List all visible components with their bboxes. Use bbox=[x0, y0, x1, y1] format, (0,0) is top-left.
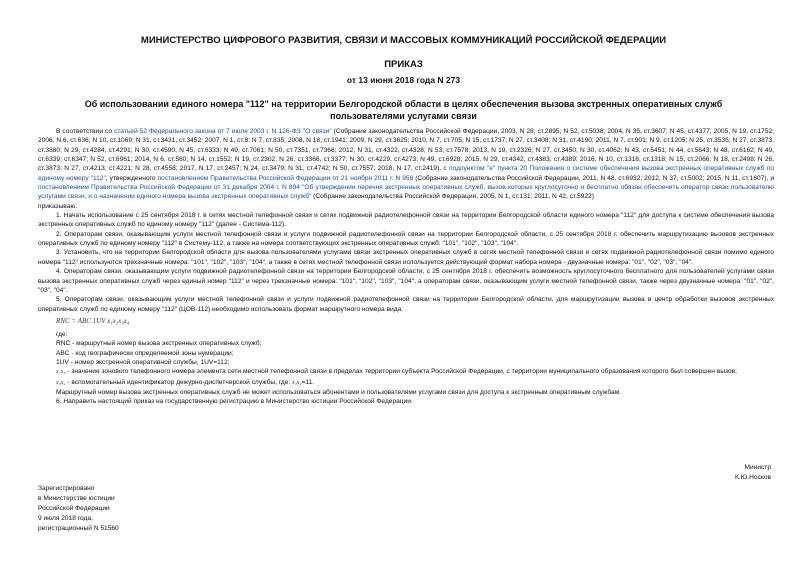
registration-line-1: Зарегистрировано bbox=[38, 485, 95, 492]
signature-block bbox=[735, 463, 771, 483]
routing-number-formula bbox=[38, 316, 774, 328]
definition-abc: ABC - код географически определяемой зоны нумерации; bbox=[56, 349, 234, 357]
item-5: 5. Операторам связи, оказывающим услуги местной телефонной связи и услуги подвижной радиотелефонной связи на территории Белгородской области, для маршрутизации вызова в центр обработки вызовов экстренных оперативных служб по единому номеру "112" (ЦОВ-112) необходимо использовать формат маршрутного номера вида: bbox=[38, 296, 774, 313]
signatory-position: Министр bbox=[744, 464, 771, 471]
document-body bbox=[38, 127, 774, 407]
definition-1uv: 1UV - номер экстренной оперативной службы, 1UV=112; bbox=[56, 358, 230, 366]
definition-rnc: RNC - маршрутный номер вызова экстренных оперативных служб; bbox=[56, 340, 262, 348]
preamble-paragraph bbox=[38, 127, 774, 202]
ministry-heading: МИНИСТЕРСТВО ЦИФРОВОГО РАЗВИТИЯ, СВЯЗИ И МАССОВЫХ КОММУНИКАЦИЙ РОССИЙСКОЙ ФЕДЕРАЦИИ bbox=[140, 35, 667, 46]
definition-x1x2 bbox=[38, 367, 774, 377]
item-2: 2. Операторам связи, оказывающим услуги местной телефонной связи и услуги подвижной радиотелефонной связи на территории Белгородской области, с 25 сентября 2018 г. обеспечить маршрутизацию вызовов экстренных оперативных служб по единому номеру "112" в Систему-112, а также на номера соответствующих экстренных оперативных служб: "101", "102", "103", "104". bbox=[38, 230, 774, 248]
formula-text: RNC = ABC 1UV x₁x₂x₃x₄ bbox=[56, 316, 130, 325]
preamble-text-3: , утвержденного bbox=[105, 174, 158, 182]
item-1: 1. Начать использование с 25 сентября 2018 г. в сетях местной телефонной связи и сетях подвижной радиотелефонной связи на территории Белгородской области единого номера "112" для доступа к системе обеспечения вызова экстренных оперативных служб по единому номеру "112" (далее - Система-112). bbox=[38, 212, 774, 229]
symbol-x3x4-value: x₃x₄ bbox=[292, 379, 302, 386]
definition-x3x4 bbox=[38, 378, 774, 388]
order-word: приказываю: bbox=[38, 202, 78, 210]
registration-line-3: Российской Федерации bbox=[38, 505, 110, 512]
resolution-link-958[interactable]: постановлением Правительства Российской Федерации от 21 ноября 2011 г. N 958 bbox=[157, 174, 414, 182]
regulation-link-item20[interactable]: подпунктом "е" пункта 20 Положения о системе обеспечения вызова экстренных оперативных служб по единому номеру "112" bbox=[38, 165, 774, 182]
definition-x3x4-value: =11. bbox=[301, 378, 315, 386]
item-5-note: Маршрутный номер вызова экстренных оперативных служб не может использоваться абонентами и пользователями услугами связи для доступа к экстренным оперативным службам. bbox=[56, 388, 622, 396]
doc-date: от 13 июня 2018 года N 273 bbox=[346, 75, 461, 85]
definition-x3x4-text: - вспомогательный идентификатор дежурно-диспетчерской службы, где: bbox=[65, 378, 293, 386]
registration-line-2: в Министерстве юстиции bbox=[38, 495, 115, 502]
definition-x1x2-text: - значение зонового телефонного номера элемента сети местной телефонной связи в пределах территории субъекта Российской Федерации, с территории муниципального образования которого был совершен вызов; bbox=[65, 368, 737, 376]
law-link-art52[interactable]: статьей 52 Федерального закона от 7 июля 2003 г. N 126-ФЗ "О связи" bbox=[114, 128, 332, 135]
where-label: где: bbox=[56, 330, 68, 338]
item-4: 4. Операторам связи, оказывающим услуги подвижной радиотелефонной связи на территории Белгородской области, с 25 сентября 2018 г. обеспечить возможность круглосуточного бесплатного для пользователей услугами связи вызова экстренных оперативных служб через единый номер "112" и через трехзначные номера: "101", "102", "103", "104", а операторам связи, оказывающим услуги местной телефонной связи, также через двузначные номера: "01", "02", "03", "04". bbox=[38, 268, 774, 294]
symbol-x1x2: x₁x₂ bbox=[56, 369, 66, 376]
symbol-x3x4: x₃x₄ bbox=[56, 379, 66, 386]
preamble-text-2: (Собрание законодательства Российской Федерации, 2003, N 28, ст.2895; N 52, ст.5038; 2004, N 35, ст.3607; N 45, ст.4377; 2005, N 19, ст.1752; 2006, N 6, ст.636; N 10, ст.1069; N 31, ст.3431, ст.3452; 2007, N 1, ст.8; N 7, ст.835; 2008, N 18, ст.1941; 2009, N 29, ст.3625; 2010, N 7, ст.705; N 15, ст.1737; N 27, ст.3408; N 31, ст.4190; 2011, N 7, ст.901; N 9, ст.1205; N 25, ст.3535; N 27, ст.3873, ст.3880; N 29, ст.4284, ст.4291; N 30, ст.4590; N 45, ст.6333; N 49, ст.7061; N 50, ст.7351, ст.7366; 2012, N 31, ст.4322, ст.4328; N 53, ст.7578; 2013, N 19, ст.2326; N 27, ст.3450; N 30, ст.4062; N 43, ст.5451; N 44, ст.5643; N 48, ст.6162; N 49, ст.6339; ст.6347; N 52, ст.6961; 2014, N 6, ст.560; N 14, ст.1552; N 19, ст.2302; N 26, ст.3366, ст.3377; N 30, ст.4229, ст.4273; N 49, ст.6928; 2015, N 29, ст.4342, ст.4383, ст.4389; 2016, N 10, ст.1316, ст.1318; N 15, ст.2066; N 18, ст.2498; N 26, ст.3873; N 27, ст.4213, ст.4221; N 28, ст.4558; 2017, N 17, ст.2457; N 24, ст.3479; N 31, ст.4742; N 50, ст.7557; 2018, N 17, ст.2419), с bbox=[38, 128, 774, 173]
doc-type-heading: ПРИКАЗ bbox=[384, 59, 423, 70]
signatory-name: К.Ю.Носков bbox=[734, 474, 771, 481]
resolution-link-894[interactable]: постановлением Правительства Российской Федерации от 31 декабря 2004 г. N 894 "Об утверждении перечня экстренных оперативных служб, вызов которых круглосуточно и бесплатно обязан обеспечить оператор связи пользователю услугами связи, и о назначении единого номера вызова экстренных оперативных служб" bbox=[38, 184, 774, 201]
item-3: 3. Установить, что на территории Белгородской области для вызова пользователями услугами связи экстренных оперативных служб в сетях местной телефонной связи и сетях подвижной радиотелефонной связи помимо единого номера "112" используются трехзначные номера: "101", "102", "103", "104", а также в сетях местной телефонной связи используется действующий формат набора номера - двузначные номера: "01", "02", "03", "04". bbox=[38, 249, 774, 266]
doc-title: Об использовании единого номера "112" на территории Белгородской области в целях обеспечения вызова экстренных оперативных служб пользователями услугами связи bbox=[84, 99, 723, 121]
preamble-text-1: В соответствии со bbox=[56, 128, 115, 135]
registration-line-4: 9 июля 2018 года, bbox=[38, 515, 93, 522]
item-6: 6. Направить настоящий приказ на государственную регистрацию в Министерство юстиции Российской Федерации. bbox=[56, 398, 413, 406]
registration-line-5: регистрационный N 51560 bbox=[38, 525, 119, 532]
preamble-text-4: (Собрание законодательства Российской Федерации, 2011, N 48, ст.6932; 2012, N 37, ст.5002; 2015, N 11, ст.1607), и bbox=[413, 174, 775, 182]
preamble-text-5: (Собрание законодательства Российской Федерации, 2005, N 1, ст.131; 2011, N 42, ст.5922) bbox=[311, 193, 594, 201]
registration-block bbox=[38, 484, 119, 534]
